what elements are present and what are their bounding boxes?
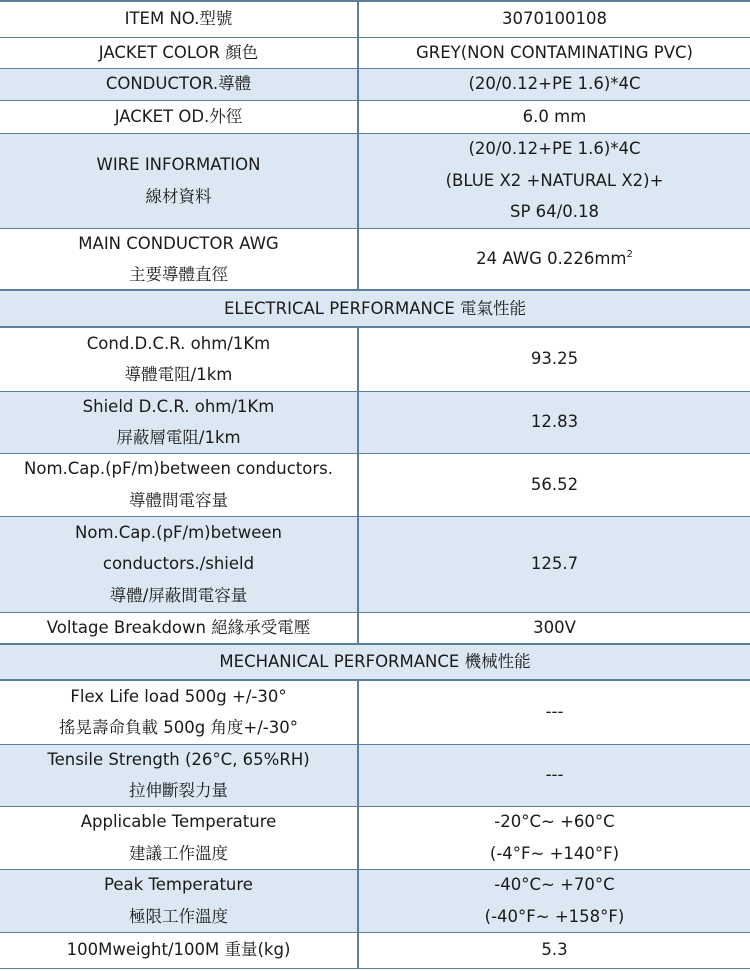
row-separator [0,289,750,291]
spec-value [359,100,750,133]
spec-row [0,37,750,68]
section-header-row [0,644,750,680]
spec-label [0,100,357,133]
spec-value [359,228,750,290]
spec-label-line: Shield D.C.R. ohm/1Km [82,396,275,416]
spec-value-line [476,243,633,275]
spec-value-line [541,934,567,966]
spec-value-line [468,133,640,165]
spec-value-text: 300V [533,618,576,638]
spec-value-text: (20/0.12+PE 1.6)*4C [468,74,641,94]
spec-label-line: Nom.Cap.(pF/m)between [75,522,282,542]
row-separator [0,391,750,392]
row-separator [0,869,750,870]
spec-label-line: 導體/屏蔽間電容量 [109,585,248,605]
spec-value [359,68,750,100]
spec-label-line: 100Mweight/100M 重量(kg) [66,940,291,960]
spec-row [0,516,750,612]
spec-label [0,516,357,612]
spec-value-text: (BLUE X2 +NATURAL X2)+ [445,170,664,190]
spec-value-text: --- [545,765,564,785]
spec-row [0,133,750,228]
row-separator [0,932,750,933]
spec-value-text: 6.0 mm [522,106,587,126]
spec-label [0,391,357,453]
spec-value-line [485,901,625,933]
spec-value [359,869,750,932]
spec-value-text: -20°C~ +60°C [494,812,615,831]
spec-row [0,932,750,968]
spec-row [0,869,750,932]
spec-row [0,612,750,644]
spec-label [0,0,357,37]
spec-value [359,806,750,869]
spec-value-line [510,196,599,228]
spec-label-line: Applicable Temperature [80,812,277,831]
spec-value-text: -40°C~ +70°C [494,875,615,894]
spec-label-line: Voltage Breakdown 絕緣承受電壓 [46,618,311,638]
spec-label [0,453,357,516]
spec-label-line: MAIN CONDUCTOR AWG [78,233,279,253]
section-title-text: MECHANICAL PERFORMANCE 機械性能 [219,652,531,672]
spec-value [359,453,750,516]
spec-row [0,327,750,391]
spec-label-line: JACKET COLOR 顏色 [98,42,259,62]
row-separator [0,643,750,645]
spec-label-line: Nom.Cap.(pF/m)between conductors. [24,459,333,478]
spec-label-line: JACKET OD.外徑 [114,106,243,126]
spec-label-line: CONDUCTOR.導體 [105,74,252,94]
spec-row [0,453,750,516]
spec-label [0,133,357,228]
spec-value [359,327,750,391]
spec-value [359,391,750,453]
spec-label-line: 極限工作溫度 [129,906,228,926]
spec-label-line: WIRE INFORMATION [96,155,261,174]
row-separator [0,37,750,38]
spec-value [359,0,750,37]
spec-label [0,327,357,391]
spec-value-line [490,838,619,870]
spec-value-line [531,469,578,501]
spec-value-line [502,3,607,35]
row-separator [0,133,750,134]
spec-value-text: SP 64/0.18 [510,202,599,222]
row-separator [0,100,750,101]
spec-value-line [468,68,640,100]
spec-label-line: Cond.D.C.R. ohm/1Km [86,333,271,353]
spec-label-line: 建議工作溫度 [129,843,228,863]
superscript: 2 [626,248,633,260]
spec-row [0,680,750,744]
spec-label [0,228,357,290]
spec-label-line: Tensile Strength (26°C, 65%RH) [47,749,310,769]
spec-value-text: --- [545,702,564,722]
spec-value-text: 56.52 [530,474,579,494]
spec-value-text: GREY(NON CONTAMINATING PVC) [415,42,693,62]
spec-row [0,391,750,453]
row-separator [0,228,750,229]
spec-row [0,68,750,100]
spec-label-line: ITEM NO.型號 [124,8,233,28]
row-separator [0,453,750,454]
row-separator [0,744,750,745]
spec-value-text: 5.3 [541,940,568,960]
section-title-text: ELECTRICAL PERFORMANCE 電氣性能 [223,298,527,318]
spec-value-line [531,343,578,375]
spec-value [359,932,750,968]
spec-label [0,612,357,644]
spec-label [0,68,357,100]
spec-value-line [546,696,564,728]
row-separator [0,516,750,517]
spec-label [0,744,357,806]
spec-value-line [494,806,614,838]
spec-label [0,932,357,968]
row-separator [0,326,750,328]
spec-label-line: 搖晃壽命負載 500g 角度+/-30° [58,718,299,737]
spec-value [359,680,750,744]
spec-label-line: 導體間電容量 [129,490,228,510]
spec-value [359,516,750,612]
spec-value [359,612,750,644]
row-separator [0,806,750,807]
spec-value-text: 24 AWG 0.226mm [476,249,627,269]
spec-value-text: 125.7 [530,554,579,574]
spec-value-text: (20/0.12+PE 1.6)*4C [468,139,641,159]
spec-label-line: 主要導體直徑 [129,265,228,284]
spec-label-line: 拉伸斷裂力量 [129,781,228,800]
spec-label [0,37,357,68]
spec-value-line [446,165,664,197]
section-title [0,290,750,327]
row-separator [0,68,750,69]
spec-row [0,806,750,869]
spec-value-text: (-40°F~ +158°F) [484,906,625,926]
spec-label-line: 導體電阻/1km [124,365,233,384]
spec-value [359,133,750,228]
spec-label [0,680,357,744]
row-separator [0,968,750,969]
spec-value [359,37,750,68]
spec-row [0,744,750,806]
spec-row [0,100,750,133]
spec-value [359,744,750,806]
spec-value-text: 12.83 [530,412,579,432]
row-separator [0,679,750,681]
spec-label-line: conductors./shield [102,554,255,574]
spec-value-line [494,869,614,901]
row-separator [0,0,750,2]
spec-value-line [416,37,693,69]
spec-value-text: 3070100108 [502,8,607,28]
spec-label [0,806,357,869]
spec-value-line [531,406,578,438]
section-header-row [0,290,750,327]
section-title [0,644,750,680]
spec-value-line [531,548,578,580]
spec-row [0,228,750,290]
spec-value-line [546,759,564,791]
spec-label-line: Flex Life load 500g +/-30° [70,686,287,706]
spec-row [0,0,750,37]
spec-value-line [523,101,587,133]
spec-value-text: (-4°F~ +140°F) [489,843,620,863]
spec-label-line: Peak Temperature [104,875,253,894]
spec-label-line: 屏蔽層電阻/1km [116,428,241,447]
spec-value-line [533,612,576,644]
spec-value-text: 93.25 [530,349,579,369]
spec-label-line: 線材資料 [145,186,212,206]
spec-label [0,869,357,932]
row-separator [0,612,750,613]
